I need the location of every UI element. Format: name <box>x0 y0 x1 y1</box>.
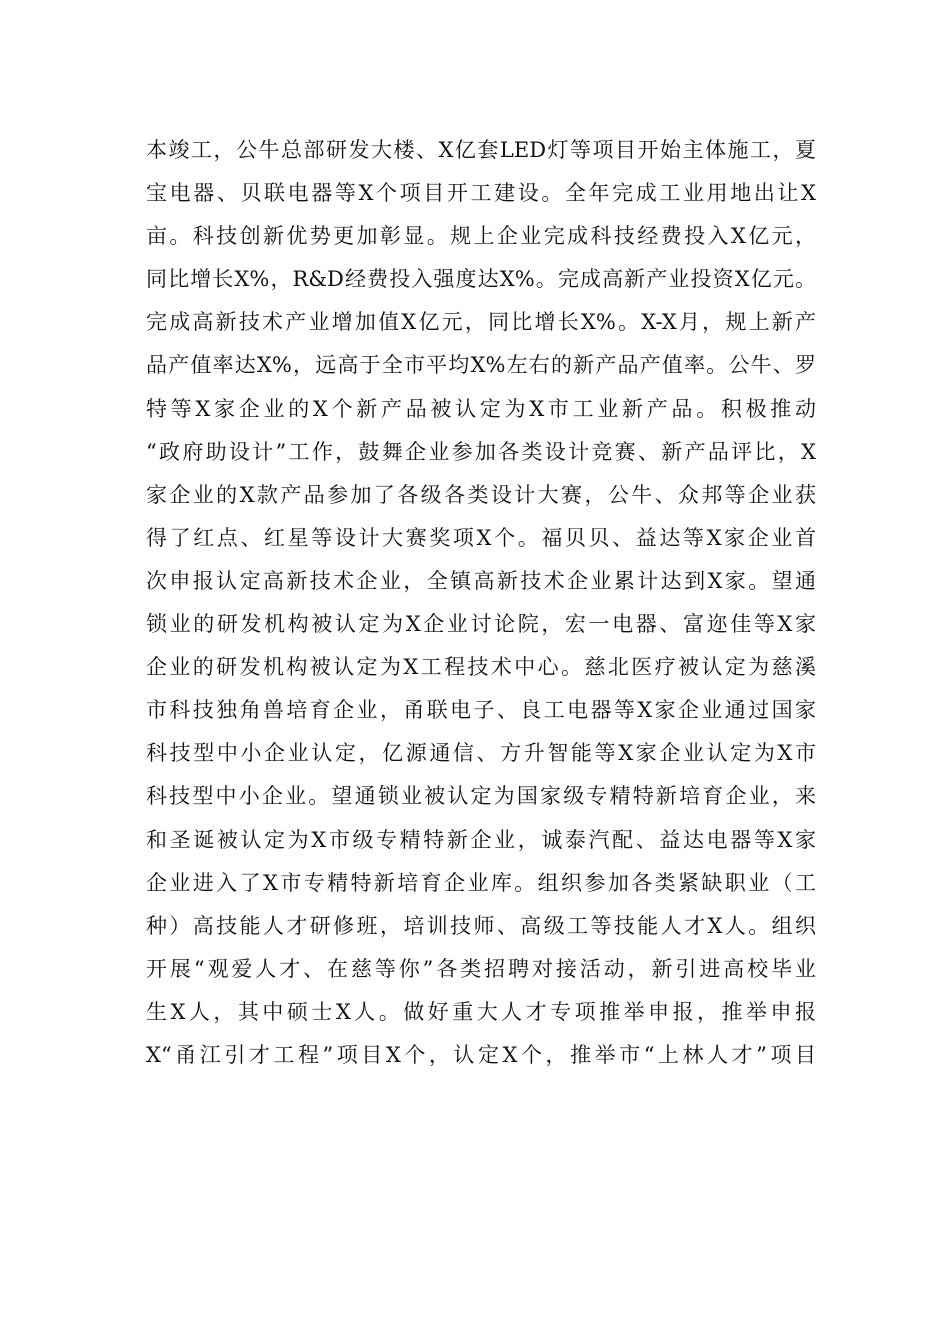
text-line: 企业进入了X市专精特新培育企业库。组织参加各类紧缺职业（工 <box>146 870 816 895</box>
text-line: 得了红点、红星等设计大赛奖项X个。福贝贝、益达等X家企业首 <box>146 525 816 550</box>
text-line: 和圣诞被认定为X市级专精特新企业，诚泰汽配、益达电器等X家 <box>146 827 816 852</box>
text-line: 企业的研发机构被认定为X工程技术中心。慈北医疗被认定为慈溪 <box>146 655 816 680</box>
text-line: 种）高技能人才研修班，培训技师、高级工等技能人才X人。组织 <box>146 913 816 938</box>
text-line: 开展“观爱人才、在慈等你”各类招聘对接活动，新引进高校毕业 <box>146 956 816 981</box>
text-line: 宝电器、贝联电器等X个项目开工建设。全年完成工业用地出让X <box>146 181 816 206</box>
text-line: 特等X家企业的X个新产品被认定为X市工业新产品。积极推动 <box>146 396 816 421</box>
text-line: 亩。科技创新优势更加彰显。规上企业完成科技经费投入X亿元， <box>146 224 816 249</box>
text-line: 市科技独角兽培育企业，甬联电子、良工电器等X家企业通过国家 <box>146 698 816 723</box>
text-line: 科技型中小企业认定，亿源通信、方升智能等X家企业认定为X市 <box>146 741 816 766</box>
text-line: 家企业的X款产品参加了各级各类设计大赛，公牛、众邦等企业获 <box>146 482 816 507</box>
text-line: 锁业的研发机构被认定为X企业讨论院，宏一电器、富迩佳等X家 <box>146 612 816 637</box>
text-line: 完成高新技术产业增加值X亿元，同比增长X%。X-X月，规上新产 <box>146 310 816 335</box>
text-line: 次申报认定高新技术企业，全镇高新技术企业累计达到X家。望通 <box>146 568 816 593</box>
text-line: 科技型中小企业。望通锁业被认定为国家级专精特新培育企业，来 <box>146 784 816 809</box>
text-line: X“甬江引才工程”项目X个，认定X个，推举市“上林人才”项目 <box>146 1042 816 1067</box>
body-paragraph <box>146 129 816 1077</box>
text-line: “政府助设计”工作，鼓舞企业参加各类设计竞赛、新产品评比，X <box>146 439 816 464</box>
text-line: 同比增长X%，R&D经费投入强度达X%。完成高新产业投资X亿元。 <box>146 267 816 292</box>
text-line: 品产值率达X%，远高于全市平均X%左右的新产品产值率。公牛、罗 <box>146 353 816 378</box>
text-line: 生X人，其中硕士X人。做好重大人才专项推举申报，推举申报 <box>146 999 816 1024</box>
text-line: 本竣工，公牛总部研发大楼、X亿套LED灯等项目开始主体施工，夏 <box>146 138 816 162</box>
